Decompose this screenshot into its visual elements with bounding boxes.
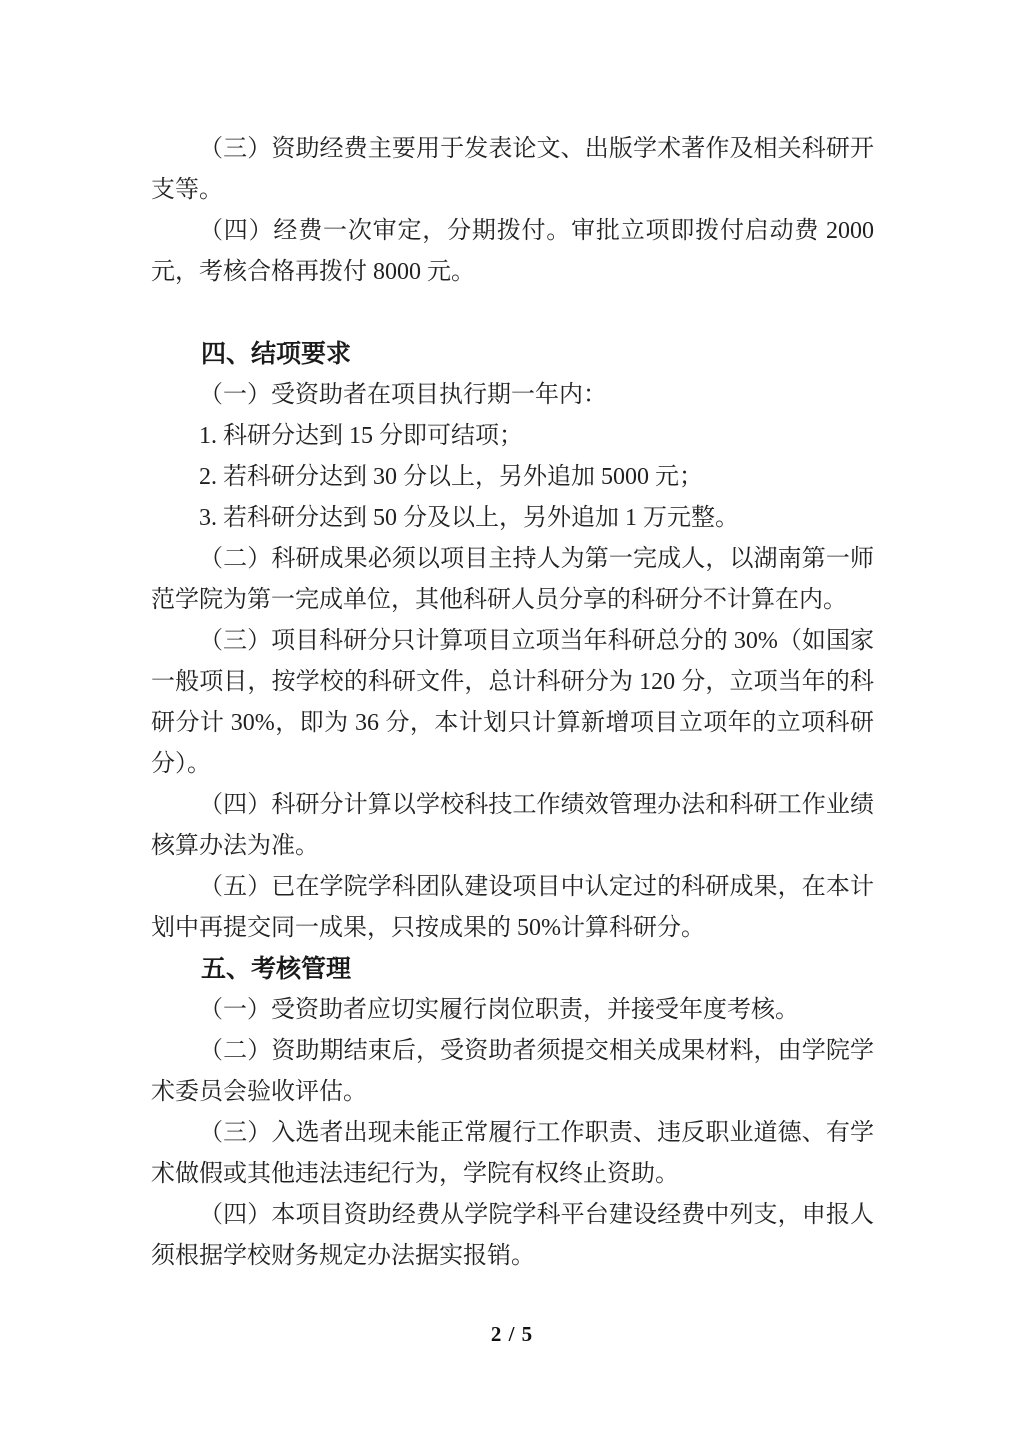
section-heading: 四、结项要求 (201, 340, 352, 368)
body-paragraph: 3. 若科研分达到 50 分及以上，另外追加 1 万元整。 (199, 505, 739, 531)
body-paragraph: （三）项目科研分只计算项目立项当年科研总分的 30%（如国家一般项目，按学校的科研文件，总计科研分为 120 分，立项当年的科研分计 30%，即为 36 分，本计划只计算新增项目立项年的立项科研分）。 (151, 628, 874, 777)
body-paragraph: （五）已在学院学科团队建设项目中认定过的科研成果，在本计划中再提交同一成果，只按成果的 50%计算科研分。 (151, 874, 874, 941)
body-paragraph: 2. 若科研分达到 30 分以上，另外追加 5000 元； (199, 464, 703, 490)
body-paragraph: （一）受资助者在项目执行期一年内： (199, 382, 607, 408)
page-number: 2 / 5 (490, 1322, 534, 1346)
body-paragraph: 1. 科研分达到 15 分即可结项； (199, 423, 523, 449)
body-paragraph: （四）本项目资助经费从学院学科平台建设经费中列支，申报人须根据学校财务规定办法据实报销。 (151, 1202, 874, 1269)
document-body (151, 129, 874, 1277)
body-paragraph: （四）经费一次审定，分期拨付。审批立项即拨付启动费 2000 元，考核合格再拨付 8000 元。 (151, 218, 874, 285)
body-paragraph: （一）受资助者应切实履行岗位职责，并接受年度考核。 (199, 997, 799, 1023)
blank-line (151, 293, 874, 334)
body-paragraph: （三）入选者出现未能正常履行工作职责、违反职业道德、有学术做假或其他违法违纪行为，学院有权终止资助。 (151, 1120, 874, 1187)
body-paragraph: （二）科研成果必须以项目主持人为第一完成人，以湖南第一师范学院为第一完成单位，其他科研人员分享的科研分不计算在内。 (151, 546, 874, 613)
body-paragraph: （二）资助期结束后，受资助者须提交相关成果材料，由学院学术委员会验收评估。 (151, 1038, 874, 1105)
section-heading: 五、考核管理 (201, 955, 352, 983)
body-paragraph: （四）科研分计算以学校科技工作绩效管理办法和科研工作业绩核算办法为准。 (151, 792, 874, 859)
body-paragraph: （三）资助经费主要用于发表论文、出版学术著作及相关科研开支等。 (151, 136, 874, 203)
